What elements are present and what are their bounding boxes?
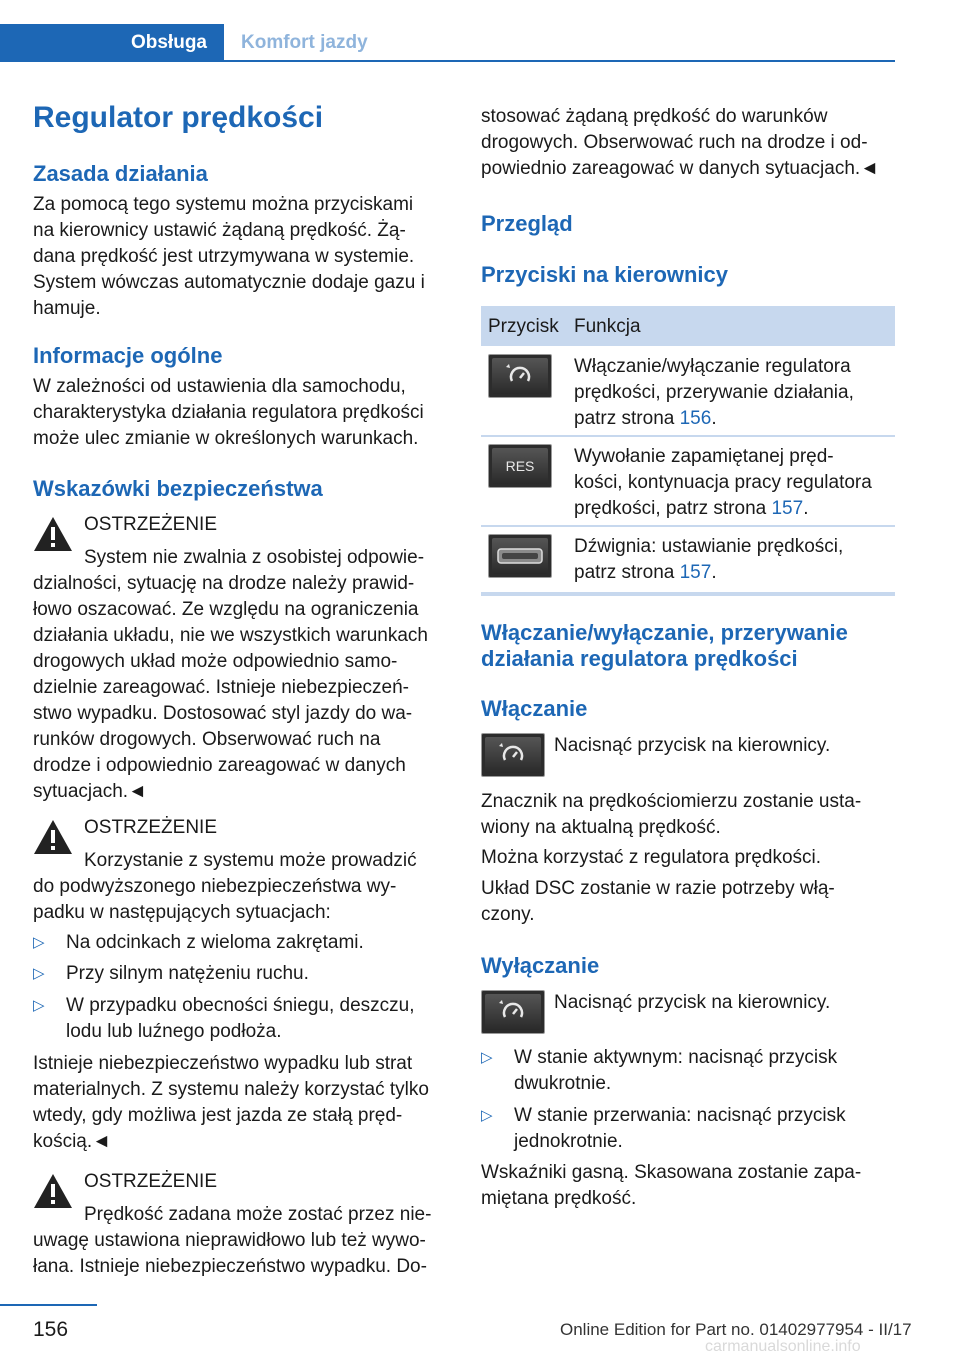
cruise-control-button-icon — [481, 990, 545, 1034]
text-line: Układ DSC zostanie w razie potrzeby włą- — [481, 878, 835, 899]
triangle-bullet-icon: ▷ — [481, 1049, 493, 1066]
section-title-zasada: Zasada działania — [33, 161, 208, 186]
warning-triangle-icon — [33, 1173, 73, 1209]
warning-label: OSTRZEŻENIE — [84, 1171, 218, 1192]
text-line: padku w następujących sytuacjach: — [33, 902, 331, 923]
paragraph-on-1 — [481, 789, 895, 841]
warning-1-text — [33, 571, 448, 805]
text-line: W zależności od ustawienia dla samochodu, — [33, 376, 406, 397]
table-bottom-rule — [481, 592, 895, 596]
text-line: charakterystyka działania regulatora prędkości — [33, 402, 424, 423]
page-link[interactable]: 157 — [679, 562, 712, 583]
paragraph-off — [481, 1160, 895, 1212]
text-line — [574, 406, 894, 432]
text-line: czony. — [481, 904, 535, 925]
text-line — [574, 496, 894, 522]
text-line: łowo oszacować. Ze względu na ograniczenia — [33, 599, 419, 620]
text-line: kości, kontynuacja pracy regulatora — [574, 472, 872, 493]
text-line: System nie zwalnia z osobistej odpowie- — [84, 547, 425, 568]
text-line: lodu lub luźnego podłoża. — [66, 1021, 282, 1042]
edition-note: Online Edition for Part no. 01402977954 - II/17 — [560, 1320, 912, 1339]
list-item-text — [66, 993, 450, 1045]
text-line: stwo wypadku. Dostosować styl jazdy do wa- — [33, 703, 413, 724]
text-line: może ulec zmianie w określonych warunkach. — [33, 428, 419, 449]
text-line: materialnych. Z systemu należy korzystać tylko — [33, 1079, 429, 1100]
subsection-title-przyciski: Przyciski na kierownicy — [481, 262, 729, 287]
page-header — [0, 0, 960, 62]
text-fragment: patrz strona — [574, 562, 680, 583]
paragraph-zasada — [33, 192, 448, 322]
page-number: 156 — [33, 1318, 69, 1341]
text-line: dzialności, sytuację na drodze należy prawid- — [33, 573, 415, 594]
text-line: dzielnie zareagować. Istnieje niebezpieczeń- — [33, 677, 410, 698]
page-title: Regulator prędkości — [33, 101, 324, 134]
text-fragment: . — [711, 562, 717, 583]
section-title-wskazowki: Wskazówki bezpieczeństwa — [33, 476, 323, 501]
subsection-title-wylaczanie: Wyłączanie — [481, 953, 600, 978]
table-cell-function — [574, 534, 894, 586]
tab-komfort-jazdy: Komfort jazdy — [241, 32, 368, 53]
paragraph-on-3 — [481, 876, 895, 928]
text-fragment: . — [711, 408, 717, 429]
text-line: łana. Istnieje niebezpieczeństwo wypadku. Do- — [33, 1256, 427, 1277]
column-header-przycisk: Przycisk — [488, 316, 559, 337]
text-line: W stanie przerwania: nacisnąć przycisk — [514, 1105, 846, 1126]
triangle-bullet-icon: ▷ — [481, 1107, 493, 1124]
page-link[interactable]: 157 — [771, 498, 804, 519]
text-line: Wskaźniki gasną. Skasowana zostanie zapa- — [481, 1162, 862, 1183]
text-line: jednokrotnie. — [514, 1131, 623, 1152]
res-button-label: RES — [492, 448, 548, 484]
text-line: Znacznik na prędkościomierzu zostanie usta- — [481, 791, 862, 812]
text-line: drogowych układ może odpowiednio samo- — [33, 651, 398, 672]
text-fragment: . — [803, 498, 809, 519]
table-cell-function — [574, 444, 894, 522]
warning-3-text — [33, 1228, 448, 1280]
row-divider — [481, 525, 895, 527]
text-fragment: prędkości, patrz strona — [574, 498, 772, 519]
row-divider — [481, 435, 895, 437]
instruction-text: Nacisnąć przycisk na kierownicy. — [554, 992, 831, 1013]
text-line: stosować żądaną prędkość do warunków — [481, 106, 828, 127]
text-line: W przypadku obecności śniegu, deszczu, — [66, 995, 415, 1016]
text-line: kością.◄ — [33, 1131, 111, 1152]
list-item-text: Na odcinkach z wieloma zakrętami. — [66, 932, 364, 953]
text-line: hamuje. — [33, 298, 101, 319]
cruise-control-button-icon — [481, 733, 545, 777]
column-header-funkcja: Funkcja — [574, 316, 641, 337]
tab-obsluga: Obsługa — [0, 24, 224, 62]
text-line: Prędkość zadana może zostać przez nie- — [84, 1204, 432, 1225]
text-line: W stanie aktywnym: nacisnąć przycisk — [514, 1047, 838, 1068]
watermark: carmanualsonline.info — [705, 1338, 861, 1355]
warning-label: OSTRZEŻENIE — [84, 817, 218, 838]
lever-icon — [488, 534, 552, 578]
list-item-text: Przy silnym natężeniu ruchu. — [66, 963, 309, 984]
list-item-text — [514, 1103, 898, 1155]
res-button-icon — [488, 444, 552, 488]
section-title-informacje: Informacje ogólne — [33, 343, 223, 368]
triangle-bullet-icon: ▷ — [33, 965, 45, 982]
text-line: Wywołanie zapamiętanej pręd- — [574, 446, 834, 467]
text-line: prędkości, przerywanie działania, — [574, 382, 854, 403]
instruction-text: Nacisnąć przycisk na kierownicy. — [554, 735, 831, 756]
text-line: drodze i odpowiednio zareagować w danych — [33, 755, 406, 776]
paragraph-informacje — [33, 374, 448, 452]
warning-2-text — [33, 874, 448, 926]
text-line: na kierownicy ustawić żądaną prędkość. Żą- — [33, 220, 406, 241]
text-line: do podwyższonego niebezpieczeństwa wy- — [33, 876, 397, 897]
text-line: działania układu, nie we wszystkich warunkach — [33, 625, 428, 646]
subsection-title-wlaczanie: Włączanie — [481, 696, 588, 721]
text-line: dana prędkość jest utrzymywana w systemie. — [33, 246, 415, 267]
text-line: Dźwignia: ustawianie prędkości, — [574, 536, 844, 557]
footer-rule — [0, 1304, 97, 1306]
section-title-wlaczanie-wylaczanie — [481, 620, 848, 672]
warning-triangle-icon — [33, 819, 73, 855]
paragraph-continued — [481, 104, 895, 182]
text-line: System wówczas automatycznie dodaje gazu i — [33, 272, 425, 293]
text-fragment: patrz strona — [574, 408, 680, 429]
table-cell-function — [574, 354, 894, 432]
text-line: drogowych. Obserwować ruch na drodze i od- — [481, 132, 868, 153]
section-title-przeglad: Przegląd — [481, 211, 573, 236]
text-line: dwukrotnie. — [514, 1073, 612, 1094]
text-line: Za pomocą tego systemu można przyciskami — [33, 194, 414, 215]
text-line: miętana prędkość. — [481, 1188, 637, 1209]
text-line: wiony na aktualną prędkość. — [481, 817, 721, 838]
warning-label: OSTRZEŻENIE — [84, 514, 218, 535]
text-line: powiednio zareagować w danych sytuacjach.◄ — [481, 158, 879, 179]
triangle-bullet-icon: ▷ — [33, 997, 45, 1014]
text-line: Istnieje niebezpieczeństwo wypadku lub strat — [33, 1053, 413, 1074]
title-line: działania regulatora prędkości — [481, 646, 798, 671]
paragraph-on-2: Można korzystać z regulatora prędkości. — [481, 847, 822, 868]
text-line: uwagę ustawiona nieprawidłowo lub też wywo- — [33, 1230, 426, 1251]
text-line: runków drogowych. Obserwować ruch na — [33, 729, 381, 750]
text-line: Włączanie/wyłączanie regulatora — [574, 356, 851, 377]
list-item-text — [514, 1045, 898, 1097]
cruise-control-button-icon — [488, 354, 552, 398]
table-header — [481, 306, 895, 346]
text-line — [574, 560, 894, 586]
header-rule — [0, 60, 895, 62]
triangle-bullet-icon: ▷ — [33, 934, 45, 951]
page-link[interactable]: 156 — [679, 408, 712, 429]
paragraph-after-bullets — [33, 1051, 448, 1155]
warning-triangle-icon — [33, 516, 73, 552]
text-line: Korzystanie z systemu może prowadzić — [84, 850, 417, 871]
title-line: Włączanie/wyłączanie, przerywanie — [481, 620, 848, 645]
text-line: wtedy, gdy możliwa jest jazda ze stałą pręd- — [33, 1105, 403, 1126]
text-line: sytuacjach.◄ — [33, 781, 147, 802]
